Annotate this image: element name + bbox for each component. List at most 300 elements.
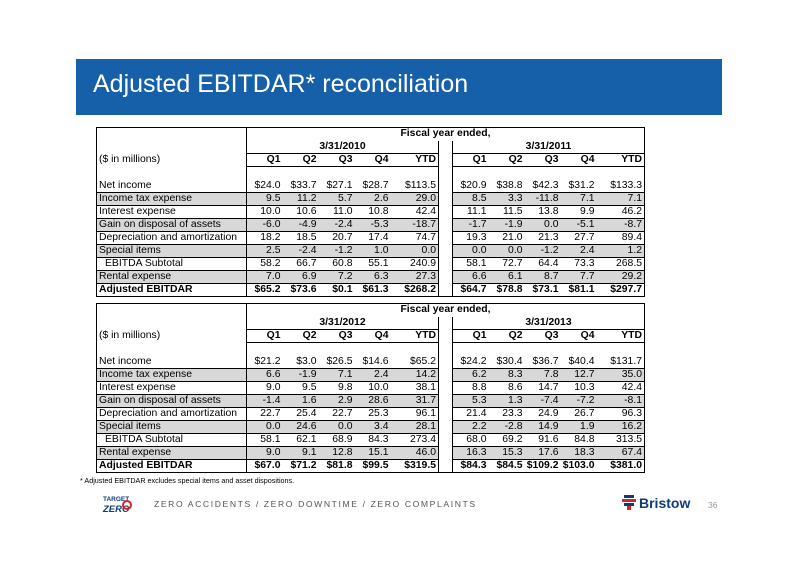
value-cell: 29.2 <box>597 271 645 284</box>
bristow-logo-icon <box>621 494 637 510</box>
value-cell: $131.7 <box>597 356 645 369</box>
value-cell: 0.0 <box>319 421 355 434</box>
period-a-header: 3/31/2010 <box>247 141 439 154</box>
value-cell: 11.0 <box>319 206 355 219</box>
value-cell: 7.8 <box>525 369 561 382</box>
spacer <box>391 167 439 180</box>
row-label: Adjusted EBITDAR <box>97 284 247 297</box>
value-cell: $40.4 <box>568 355 595 367</box>
value-cell: 68.9 <box>319 434 355 447</box>
value-cell: 19.3 <box>453 232 489 245</box>
period-b-header: 3/31/2011 <box>453 141 645 154</box>
value-gap <box>439 460 453 473</box>
value-cell: 10.3 <box>561 382 597 395</box>
column-header: Q2 <box>283 154 319 167</box>
value-cell: $84.5 <box>489 460 525 473</box>
value-cell: 18.5 <box>283 232 319 245</box>
spacer <box>247 167 283 180</box>
row-label: Income tax expense <box>97 193 247 206</box>
column-header: Q4 <box>355 154 391 167</box>
value-cell: 0.0 <box>525 219 561 232</box>
spacer <box>453 167 489 180</box>
value-cell: 240.9 <box>391 258 439 271</box>
table-row <box>97 369 645 382</box>
value-cell: 0.0 <box>247 421 283 434</box>
value-cell: 15.1 <box>355 447 391 460</box>
value-cell: 0.0 <box>453 245 489 258</box>
value-cell: 9.0 <box>247 447 283 460</box>
spacer <box>391 343 439 356</box>
value-cell: 62.1 <box>283 434 319 447</box>
value-cell: 20.7 <box>319 232 355 245</box>
column-gap <box>439 330 453 343</box>
value-cell: 268.5 <box>597 258 645 271</box>
value-gap <box>439 219 453 232</box>
value-cell: -1.2 <box>319 245 355 258</box>
value-cell: 17.6 <box>525 447 561 460</box>
value-cell: -2.8 <box>489 421 525 434</box>
table-row <box>97 408 645 421</box>
table-row <box>97 258 645 271</box>
value-cell: -6.0 <box>247 219 283 232</box>
spacer <box>453 343 489 356</box>
value-cell: 9.8 <box>319 382 355 395</box>
value-gap <box>439 232 453 245</box>
value-cell: 12.7 <box>561 369 597 382</box>
value-cell: 38.1 <box>391 382 439 395</box>
value-cell: $268.2 <box>391 284 439 297</box>
row-label: Gain on disposal of assets <box>97 219 247 232</box>
row-label: Income tax expense <box>97 369 247 382</box>
value-cell: 21.0 <box>489 232 525 245</box>
value-gap <box>439 245 453 258</box>
value-cell: 27.7 <box>561 232 597 245</box>
value-cell: -1.9 <box>283 369 319 382</box>
value-cell: 25.4 <box>283 408 319 421</box>
value-cell: 28.6 <box>355 395 391 408</box>
value-cell: 7.1 <box>561 193 597 206</box>
value-cell: $31.2 <box>568 179 595 191</box>
column-header: YTD <box>597 330 645 343</box>
spacer <box>489 343 525 356</box>
value-cell: $33.7 <box>290 179 317 191</box>
header-row <box>97 304 645 317</box>
column-gap <box>439 154 453 167</box>
value-cell: -7.4 <box>525 395 561 408</box>
value-cell: 73.3 <box>561 258 597 271</box>
value-cell: 25.3 <box>355 408 391 421</box>
value-cell: 84.3 <box>355 434 391 447</box>
value-cell: 24.9 <box>525 408 561 421</box>
value-cell: 28.1 <box>391 421 439 434</box>
column-header: Q3 <box>319 330 355 343</box>
spacer <box>283 343 319 356</box>
column-header: YTD <box>391 154 439 167</box>
value-cell: 12.8 <box>319 447 355 460</box>
value-cell: -8.7 <box>597 219 645 232</box>
target-icon <box>122 500 132 510</box>
value-cell: $28.7 <box>362 179 389 191</box>
fiscal-year-header: Fiscal year ended, <box>247 128 645 141</box>
value-cell: 9.5 <box>247 193 283 206</box>
value-cell: -11.8 <box>525 193 561 206</box>
ebitdar-table-fy2012-2013 <box>96 303 645 473</box>
value-cell: 11.2 <box>283 193 319 206</box>
column-header: Q4 <box>561 154 597 167</box>
spacer <box>247 343 283 356</box>
period-a-header: 3/31/2012 <box>247 317 439 330</box>
table-row <box>97 284 645 297</box>
value-cell: 46.0 <box>391 447 439 460</box>
fiscal-year-header: Fiscal year ended, <box>247 304 645 317</box>
period-row <box>97 317 645 330</box>
row-label: Adjusted EBITDAR <box>97 460 247 473</box>
value-cell: $20.9 <box>460 179 487 191</box>
value-cell: 96.1 <box>391 408 439 421</box>
value-cell: 18.2 <box>247 232 283 245</box>
column-header: Q1 <box>247 330 283 343</box>
value-cell: 58.2 <box>247 258 283 271</box>
value-cell: 5.7 <box>319 193 355 206</box>
value-cell: 96.3 <box>597 408 645 421</box>
value-cell: 1.6 <box>283 395 319 408</box>
value-cell: 68.0 <box>453 434 489 447</box>
column-header: Q1 <box>453 154 489 167</box>
value-cell: $99.5 <box>355 460 391 473</box>
value-gap <box>439 421 453 434</box>
header-row <box>97 128 645 141</box>
spacer <box>489 167 525 180</box>
value-cell: 0.0 <box>489 245 525 258</box>
period-spacer <box>97 317 247 330</box>
spacer <box>97 167 247 180</box>
value-cell: 6.2 <box>453 369 489 382</box>
spacer <box>439 343 453 356</box>
value-cell: 72.7 <box>489 258 525 271</box>
table-row <box>97 395 645 408</box>
column-header-row <box>97 330 645 343</box>
value-cell: 58.1 <box>453 258 489 271</box>
value-cell: $133.3 <box>597 180 645 193</box>
value-cell: 23.3 <box>489 408 525 421</box>
value-cell: $67.0 <box>247 460 283 473</box>
value-cell: 1.0 <box>355 245 391 258</box>
row-label: Depreciation and amortization <box>97 232 247 245</box>
value-cell: $24.0 <box>254 179 281 191</box>
spacer <box>439 167 453 180</box>
value-cell: -4.9 <box>283 219 319 232</box>
value-cell: 14.9 <box>525 421 561 434</box>
page-number: 36 <box>708 500 718 510</box>
value-cell: 8.7 <box>525 271 561 284</box>
target-zero-logo-bottom: ZERO <box>103 504 130 515</box>
value-cell: $27.1 <box>326 179 353 191</box>
value-cell: 31.7 <box>391 395 439 408</box>
value-cell: $42.3 <box>532 179 559 191</box>
value-cell: $64.7 <box>453 284 489 297</box>
value-gap <box>439 206 453 219</box>
value-cell: 8.5 <box>453 193 489 206</box>
value-cell: 35.0 <box>597 369 645 382</box>
row-label: Rental expense <box>97 447 247 460</box>
value-gap <box>439 382 453 395</box>
value-cell: 17.4 <box>355 232 391 245</box>
value-cell: 2.4 <box>355 369 391 382</box>
value-gap <box>439 284 453 297</box>
value-cell: 58.1 <box>247 434 283 447</box>
value-cell: -1.4 <box>247 395 283 408</box>
value-cell: 313.5 <box>597 434 645 447</box>
value-cell: 2.5 <box>247 245 283 258</box>
column-header: YTD <box>391 330 439 343</box>
value-cell: 22.7 <box>319 408 355 421</box>
value-cell: 66.7 <box>283 258 319 271</box>
value-cell: 0.0 <box>391 245 439 258</box>
value-cell: 64.4 <box>525 258 561 271</box>
spacer <box>561 167 597 180</box>
value-cell: 22.7 <box>247 408 283 421</box>
column-header: Q3 <box>525 154 561 167</box>
value-cell: 2.6 <box>355 193 391 206</box>
value-gap <box>439 447 453 460</box>
value-cell: 1.9 <box>561 421 597 434</box>
table-row <box>97 193 645 206</box>
row-label: Special items <box>97 421 247 434</box>
value-cell: 42.4 <box>391 206 439 219</box>
value-gap <box>439 271 453 284</box>
value-cell: 8.8 <box>453 382 489 395</box>
value-cell: -7.2 <box>561 395 597 408</box>
column-header-row <box>97 154 645 167</box>
value-gap <box>439 193 453 206</box>
value-cell: 6.6 <box>247 369 283 382</box>
value-cell: 16.2 <box>597 421 645 434</box>
value-cell: $65.2 <box>247 284 283 297</box>
column-header: Q3 <box>525 330 561 343</box>
value-cell: 16.3 <box>453 447 489 460</box>
spacer <box>319 343 355 356</box>
value-cell: 6.9 <box>283 271 319 284</box>
period-gap <box>439 141 453 154</box>
value-cell: 1.3 <box>489 395 525 408</box>
row-label: Gain on disposal of assets <box>97 395 247 408</box>
column-header: Q2 <box>489 330 525 343</box>
footer-tagline: ZERO ACCIDENTS / ZERO DOWNTIME / ZERO COMPLAINTS <box>154 499 477 509</box>
value-cell: 8.6 <box>489 382 525 395</box>
value-cell: 10.0 <box>247 206 283 219</box>
value-cell: 5.3 <box>453 395 489 408</box>
value-cell: $113.5 <box>404 179 436 191</box>
table-row <box>97 245 645 258</box>
value-cell: $81.8 <box>319 460 355 473</box>
value-cell: 7.7 <box>561 271 597 284</box>
value-cell: 46.2 <box>597 206 645 219</box>
ebitdar-table-fy2010-2011 <box>96 127 645 297</box>
row-label: Depreciation and amortization <box>97 408 247 421</box>
spacer <box>283 167 319 180</box>
value-cell: 24.6 <box>283 421 319 434</box>
period-b-header: 3/31/2013 <box>453 317 645 330</box>
row-label: Interest expense <box>97 382 247 395</box>
page-title: Adjusted EBITDAR* reconciliation <box>93 70 469 98</box>
value-cell: $3.0 <box>296 355 317 367</box>
table-row <box>97 219 645 232</box>
value-cell: 10.6 <box>283 206 319 219</box>
value-cell: 55.1 <box>355 258 391 271</box>
table-row <box>97 434 645 447</box>
value-cell: 11.1 <box>453 206 489 219</box>
table-row <box>97 447 645 460</box>
value-cell: 13.8 <box>525 206 561 219</box>
value-gap <box>439 395 453 408</box>
value-cell: 84.8 <box>561 434 597 447</box>
spacer <box>97 343 247 356</box>
value-cell: $381.0 <box>597 460 645 473</box>
value-cell: $36.7 <box>532 355 559 367</box>
spacer <box>355 167 391 180</box>
value-cell: 9.0 <box>247 382 283 395</box>
value-cell: 9.1 <box>283 447 319 460</box>
value-cell: $319.5 <box>391 460 439 473</box>
value-cell: 9.9 <box>561 206 597 219</box>
value-cell: -1.7 <box>453 219 489 232</box>
value-cell: 1.2 <box>597 245 645 258</box>
value-cell: $24.2 <box>460 355 487 367</box>
spacer <box>597 343 645 356</box>
value-cell: 6.1 <box>489 271 525 284</box>
value-cell: 67.4 <box>597 447 645 460</box>
table-row <box>97 382 645 395</box>
row-label: EBITDA Subtotal <box>97 258 247 271</box>
column-header: Q2 <box>489 154 525 167</box>
value-cell: $26.5 <box>326 355 353 367</box>
value-cell: 74.7 <box>391 232 439 245</box>
value-cell: 7.0 <box>247 271 283 284</box>
value-gap <box>439 180 453 193</box>
value-cell: $30.4 <box>496 355 523 367</box>
value-gap <box>439 258 453 271</box>
value-cell: 2.9 <box>319 395 355 408</box>
value-cell: $109.2 <box>525 460 561 473</box>
value-cell: $65.2 <box>409 355 436 367</box>
value-cell: -5.1 <box>561 219 597 232</box>
value-cell: 89.4 <box>597 232 645 245</box>
spacer-row <box>97 343 645 356</box>
value-cell: 10.8 <box>355 206 391 219</box>
unit-label: ($ in millions) <box>97 154 247 167</box>
value-cell: 3.4 <box>355 421 391 434</box>
value-cell: 7.1 <box>319 369 355 382</box>
value-cell: 7.2 <box>319 271 355 284</box>
value-cell: $103.0 <box>561 460 597 473</box>
column-header: Q4 <box>355 330 391 343</box>
period-gap <box>439 317 453 330</box>
row-label: Net income <box>97 180 247 193</box>
value-cell: -2.4 <box>319 219 355 232</box>
row-label: Net income <box>97 356 247 369</box>
value-cell: $297.7 <box>597 284 645 297</box>
value-cell: $78.8 <box>489 284 525 297</box>
value-cell: 91.6 <box>525 434 561 447</box>
column-header: YTD <box>597 154 645 167</box>
value-cell: 21.3 <box>525 232 561 245</box>
spacer-row <box>97 167 645 180</box>
value-gap <box>439 356 453 369</box>
value-cell: 9.5 <box>283 382 319 395</box>
table-row <box>97 180 645 193</box>
spacer <box>525 343 561 356</box>
value-gap <box>439 408 453 421</box>
value-cell: 3.3 <box>489 193 525 206</box>
value-cell: 14.7 <box>525 382 561 395</box>
footnote: * Adjusted EBITDAR excludes special items and asset dispositions. <box>80 476 295 485</box>
column-header: Q4 <box>561 330 597 343</box>
period-spacer <box>97 141 247 154</box>
table-row <box>97 421 645 434</box>
value-cell: $38.8 <box>496 179 523 191</box>
value-cell: $61.3 <box>355 284 391 297</box>
target-zero-logo-top: TARGET <box>103 496 130 503</box>
value-cell: 60.8 <box>319 258 355 271</box>
value-cell: 21.4 <box>453 408 489 421</box>
period-row <box>97 141 645 154</box>
value-gap <box>439 434 453 447</box>
value-cell: $21.2 <box>254 355 281 367</box>
value-cell: $14.6 <box>362 355 389 367</box>
column-header: Q1 <box>453 330 489 343</box>
row-label: Special items <box>97 245 247 258</box>
spacer <box>355 343 391 356</box>
row-label: Interest expense <box>97 206 247 219</box>
column-header: Q1 <box>247 154 283 167</box>
value-cell: $73.6 <box>283 284 319 297</box>
value-cell: $84.3 <box>453 460 489 473</box>
column-header: Q3 <box>319 154 355 167</box>
value-cell: -8.1 <box>597 395 645 408</box>
value-cell: 15.3 <box>489 447 525 460</box>
value-cell: $0.1 <box>319 284 355 297</box>
value-gap <box>439 369 453 382</box>
value-cell: -18.7 <box>391 219 439 232</box>
table-row <box>97 460 645 473</box>
spacer <box>319 167 355 180</box>
value-cell: 8.3 <box>489 369 525 382</box>
value-cell: 42.4 <box>597 382 645 395</box>
value-cell: 6.3 <box>355 271 391 284</box>
row-label: Rental expense <box>97 271 247 284</box>
value-cell: $71.2 <box>283 460 319 473</box>
header-spacer <box>97 304 247 317</box>
value-cell: 6.6 <box>453 271 489 284</box>
value-cell: 2.2 <box>453 421 489 434</box>
value-cell: 27.3 <box>391 271 439 284</box>
value-cell: 26.7 <box>561 408 597 421</box>
row-label: EBITDA Subtotal <box>97 434 247 447</box>
value-cell: 10.0 <box>355 382 391 395</box>
value-cell: 29.0 <box>391 193 439 206</box>
table-row <box>97 232 645 245</box>
value-cell: 11.5 <box>489 206 525 219</box>
table-row <box>97 356 645 369</box>
value-cell: 273.4 <box>391 434 439 447</box>
value-cell: -2.4 <box>283 245 319 258</box>
value-cell: $73.1 <box>525 284 561 297</box>
value-cell: $81.1 <box>561 284 597 297</box>
bristow-logo-text: Bristow <box>639 495 691 511</box>
table-row <box>97 271 645 284</box>
table-row <box>97 206 645 219</box>
value-cell: 18.3 <box>561 447 597 460</box>
